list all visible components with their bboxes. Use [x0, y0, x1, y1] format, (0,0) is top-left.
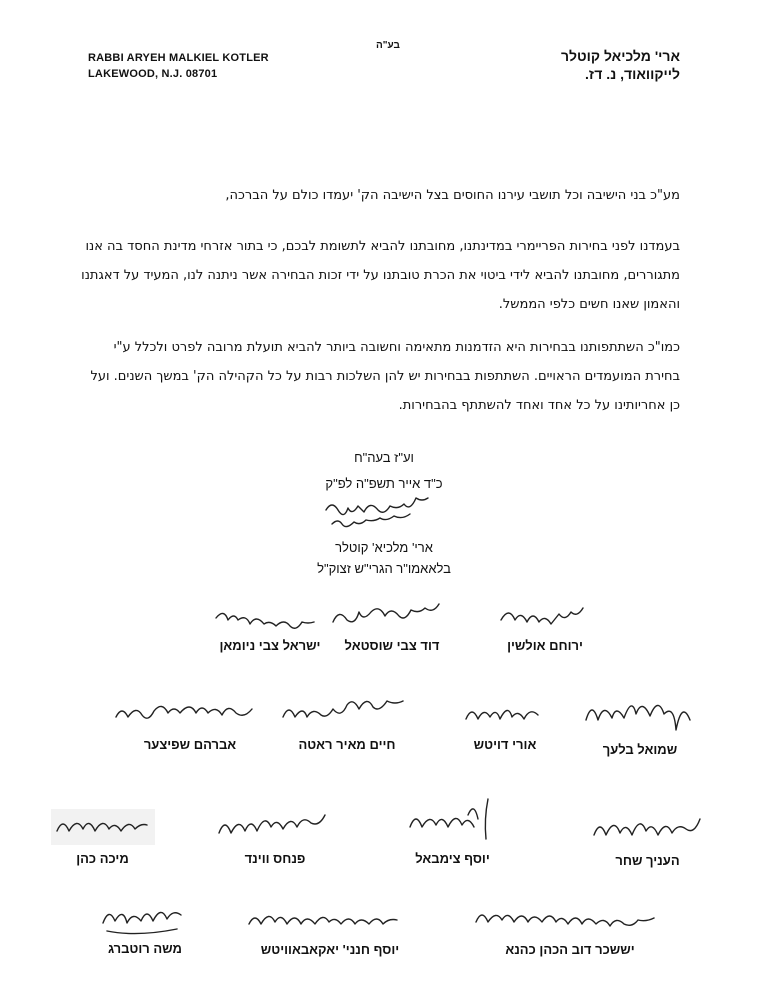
signatory-name: ירוחם אולשין [507, 638, 583, 653]
signatory-name: יששכר דוב הכהן כהנא [505, 942, 635, 957]
signature-block [240, 900, 420, 957]
letterhead-hebrew-city: לייקוואוד, נ. דז. [584, 66, 680, 82]
signature-block [395, 785, 510, 866]
signer-name: ארי' מלכיא' קוטלר [335, 540, 433, 555]
closing-line: וע"ז בעה"ח [354, 450, 414, 465]
signature-block [465, 900, 675, 957]
closing-date: כ"ד אייר תשפ"ה לפ"ק [325, 476, 443, 491]
signatory-name: דוד צבי שוסטאל [344, 638, 440, 653]
signatory-name: משה רוטברג [108, 941, 182, 956]
signatory-name: חיים מאיר ראטה [298, 737, 396, 752]
paragraph-2: כמו"כ השתתפותנו בבחירות היא הזדמנות מתאימה וחשובה ביותר להביא תועלת מרובה לפרט ולכלל ע"י בחירת המועמדים הראויים. השתתפות בבחירות יש להן השלכות רבות על כל הקהילה הק' במשך השנים. ועל כן אחריותינו על כל אחד ואחד להשתתף בהבחירות. [90, 340, 680, 413]
signature-block [105, 695, 275, 752]
signatory-name: העניך שחר [615, 853, 680, 868]
letterhead-english-city: LAKEWOOD, N.J. 08701 [88, 68, 218, 80]
signature-block [585, 805, 710, 868]
letterhead-hebrew-name: ארי' מלכיאל קוטלר [560, 48, 680, 64]
letterhead-english-name: RABBI ARYEH MALKIEL KOTLER [88, 52, 269, 64]
bsd-mark: בע"ה [376, 40, 400, 51]
signature-block [322, 600, 462, 653]
signature-block [455, 695, 555, 752]
address-line: מע"כ בני הישיבה וכל תושבי עירנו החוסים בצל הישיבה הק' יעמדו כולם על הברכה, [225, 188, 680, 203]
signature-block [205, 600, 335, 653]
signatory-name: יוסף צימבאל [415, 851, 490, 866]
signer-title: בלאאמו"ר הגרי"ש זצוק"ל [317, 561, 451, 576]
signature-block [90, 895, 200, 956]
signatory-name: אברהם שפיצער [143, 737, 237, 752]
signatory-name: יוסף חנני' יאקאבאוויטש [260, 942, 400, 957]
signatory-name: פנחס ווינד [244, 851, 306, 866]
paragraph-1: בעמדנו לפני בחירות הפריימרי במדינתנו, מחובתנו להביא לתשומת לבכם, כי בתור אזרחי מדינת החסד בה אנו מתגוררים, מחובתנו להביא לידי ביטוי את הכרת טובתנו על ידי זכות הבחירה אשר ניתנה לנו, המעיד על דאגתנו והאמון שאנו חשים כלפי הממשל. [81, 239, 680, 312]
signatory-name: שמואל בלעך [602, 742, 678, 757]
signature-block [210, 805, 340, 866]
signature-block [575, 690, 705, 757]
main-signature [318, 496, 458, 537]
signature-block [40, 805, 165, 866]
signature-block [490, 600, 600, 653]
signatory-name: מיכה כהן [76, 851, 129, 866]
signature-block [272, 695, 422, 752]
signatory-name: ישראל צבי ניומאן [219, 638, 321, 653]
signatory-name: אורי דויטש [473, 737, 537, 752]
